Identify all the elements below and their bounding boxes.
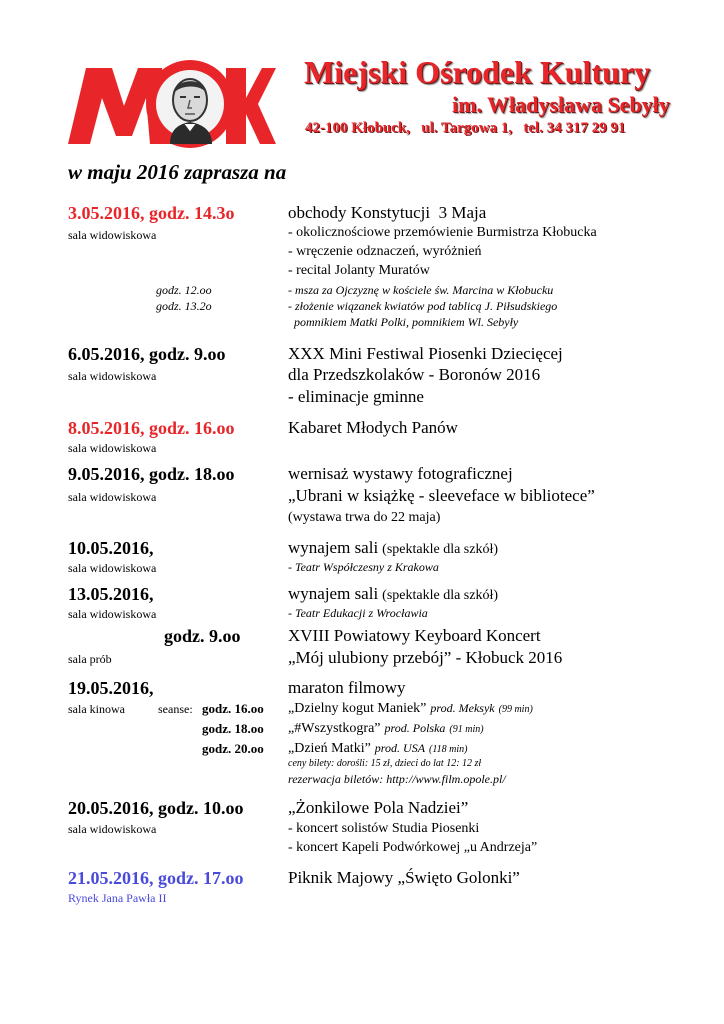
event-date: 19.05.2016, (68, 678, 154, 698)
event-venue: Rynek Jana Pawła II (68, 891, 167, 905)
event-detail: - Teatr Edukacji z Wrocławia (288, 606, 428, 620)
event-date: 10.05.2016, (68, 538, 154, 558)
intro-text: w maju 2016 zaprasza na (68, 160, 287, 184)
event-title: wynajem sali (288, 584, 379, 603)
film-time: godz. 18.oo (202, 721, 264, 736)
event-date: 20.05.2016, godz. 10.oo (68, 798, 244, 818)
film-prod: prod. Polska (384, 721, 446, 735)
event-title: maraton filmowy (288, 678, 406, 697)
event-line: - koncert solistów Studia Piosenki (288, 821, 480, 836)
event-title: Piknik Majowy „Święto Golonki” (288, 868, 520, 887)
event-line: XXX Mini Festiwal Piosenki Dziecięcej (288, 344, 563, 363)
event-sub-time: godz. 13.2o (156, 299, 212, 313)
event-line: „Ubrani w książkę - sleeveface w bibliotece” (288, 486, 595, 505)
logo-letter-k (226, 68, 276, 144)
event-note: (wystawa trwa do 22 maja) (288, 510, 441, 525)
event-title: wynajem sali (288, 538, 379, 557)
event-time: godz. 9.oo (164, 626, 241, 646)
event-date: 9.05.2016, godz. 18.oo (68, 464, 235, 484)
film-title: „Dzień Matki” (288, 741, 371, 756)
event-line: - recital Jolanty Muratów (288, 263, 430, 278)
event-line: - okolicznościowe przemówienie Burmistrza Kłobucka (288, 225, 597, 240)
mok-logo-graphic (66, 58, 276, 150)
event-line: wernisaż wystawy fotograficznej (288, 464, 513, 483)
event-title-note: (spektakle dla szkół) (382, 542, 499, 557)
event-sub-line: pomnikiem Matki Polki, pomnikiem Wl. Sebyły (294, 315, 519, 329)
header-subtitle: im. Władysława Sebyły (452, 92, 670, 117)
ticket-reservation: rezerwacja biletów: http://www.film.opole.pl/ (288, 772, 506, 786)
event-venue: sala kinowa (68, 702, 125, 716)
film-row (288, 719, 484, 737)
event-date: 6.05.2016, godz. 9.oo (68, 344, 226, 364)
film-length: (118 min) (429, 744, 468, 755)
film-length: (99 min) (498, 704, 533, 715)
event-venue: sala widowiskowa (68, 607, 157, 621)
event-venue: sala widowiskowa (68, 561, 157, 575)
film-title: „#Wszystkogra” (288, 721, 381, 736)
film-row (288, 699, 533, 717)
event-line: „Żonkilowe Pola Nadziei” (288, 798, 469, 817)
event-title: Kabaret Młodych Panów (288, 418, 458, 437)
event-line: dla Przedszkolaków - Boronów 2016 (288, 365, 541, 384)
event-date: 21.05.2016, godz. 17.oo (68, 868, 244, 888)
event-title: obchody Konstytucji 3 Maja (288, 203, 487, 222)
event-title-row (288, 584, 498, 604)
event-venue: sala widowiskowa (68, 822, 157, 836)
seanse-label: seanse: (158, 702, 193, 716)
film-prod: prod. USA (374, 741, 426, 755)
event-title-note: (spektakle dla szkół) (382, 588, 499, 603)
film-time: godz. 20.oo (202, 741, 264, 756)
event-line: - eliminacje gminne (288, 387, 424, 406)
event-date: 3.05.2016, godz. 14.3o (68, 203, 235, 223)
film-time: godz. 16.oo (202, 701, 264, 716)
event-sub-line: - złożenie wiązanek kwiatów pod tablicą J. Piłsudskiego (288, 299, 558, 313)
event-sub-line: - msza za Ojczyznę w kościele św. Marcina w Kłobucku (288, 283, 554, 297)
film-title: „Dzielny kogut Maniek” (288, 701, 427, 716)
header-title: Miejski Ośrodek Kultury (304, 54, 651, 90)
event-venue: sala widowiskowa (68, 490, 157, 504)
event-line: - wręczenie odznaczeń, wyróżnień (288, 244, 482, 259)
event-sub-time: godz. 12.oo (156, 283, 212, 297)
event-line: XVIII Powiatowy Keyboard Koncert (288, 626, 541, 645)
event-venue: sala prób (68, 652, 112, 666)
event-date: 13.05.2016, (68, 584, 154, 604)
film-length: (91 min) (449, 724, 484, 735)
mok-logo (66, 58, 276, 150)
film-row (288, 739, 467, 757)
ticket-prices: ceny bilety: dorośli: 15 zł, dzieci do lat 12: 12 zł (288, 758, 482, 769)
event-venue: sala widowiskowa (68, 369, 157, 383)
event-date: 8.05.2016, godz. 16.oo (68, 418, 235, 438)
event-line: - koncert Kapeli Podwórkowej „u Andrzeja” (288, 840, 538, 855)
event-venue: sala widowiskowa (68, 228, 157, 242)
event-title-row (288, 538, 498, 558)
event-venue: sala widowiskowa (68, 441, 157, 455)
header-address: 42-100 Kłobuck, ul. Targowa 1, tel. 34 317 29 91 (305, 120, 626, 136)
event-detail: - Teatr Współczesny z Krakowa (288, 560, 439, 574)
event-line: „Mój ulubiony przebój” - Kłobuck 2016 (288, 648, 563, 667)
film-prod: prod. Meksyk (430, 701, 495, 715)
